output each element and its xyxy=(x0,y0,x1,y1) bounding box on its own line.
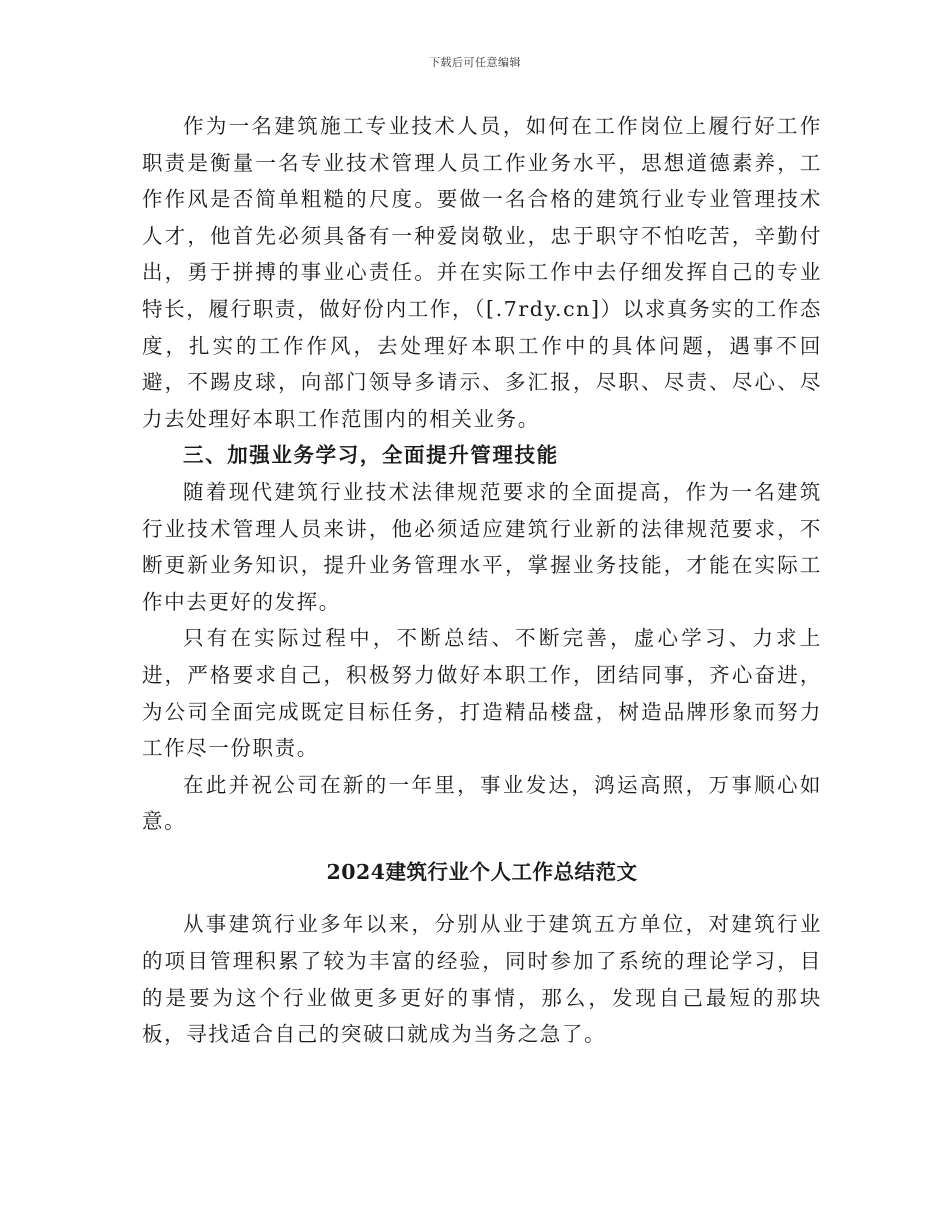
body-paragraph: 随着现代建筑行业技术法律规范要求的全面提高，作为一名建筑行业技术管理人员来讲，他必须适应建筑行业新的法律规范要求，不断更新业务知识，提升业务管理水平，掌握业务技能，才能在实际工作中去更好的发挥。 xyxy=(142,479,822,614)
section-heading: 三、加强业务学习，全面提升管理技能 xyxy=(183,443,559,468)
document-body xyxy=(142,108,822,1053)
body-paragraph: 在此并祝公司在新的一年里，事业发达，鸿运高照，万事顺心如意。 xyxy=(142,772,822,834)
page-header-note: 下载后可任意编辑 xyxy=(429,56,521,69)
body-paragraph: 只有在实际过程中，不断总结、不断完善，虚心学习、力求上进，严格要求自己，积极努力做好本职工作，团结同事，齐心奋进，为公司全面完成既定目标任务，打造精品楼盘，树造品牌形象而努力工作尽一份职责。 xyxy=(142,626,822,761)
body-paragraph: 作为一名建筑施工专业技术人员，如何在工作岗位上履行好工作职责是衡量一名专业技术管理人员工作业务水平，思想道德素养，工作作风是否简单粗糙的尺度。要做一名合格的建筑行业专业管理技术人才，他首先必须具备有一种爱岗敬业，忠于职守不怕吃苦，辛勤付出，勇于拼搏的事业心责任。并在实际工作中去仔细发挥自己的专业特长，履行职责，做好份内工作，（[.7rdy.cn]）以求真务实的工作态度，扎实的工作作风，去处理好本职工作中的具体问题，遇事不回避，不踢皮球，向部门领导多请示、多汇报，尽职、尽责、尽心、尽力去处理好本职工作范围内的相关业务。 xyxy=(142,114,822,431)
body-paragraph: 从事建筑行业多年以来，分别从业于建筑五方单位，对建筑行业的项目管理积累了较为丰富的经验，同时参加了系统的理论学习，目的是要为这个行业做更多更好的事情，那么，发现自己最短的那块板，寻找适合自己的突破口就成为当务之急了。 xyxy=(142,912,822,1047)
document-title: 2024建筑行业个人工作总结范文 xyxy=(326,859,638,884)
